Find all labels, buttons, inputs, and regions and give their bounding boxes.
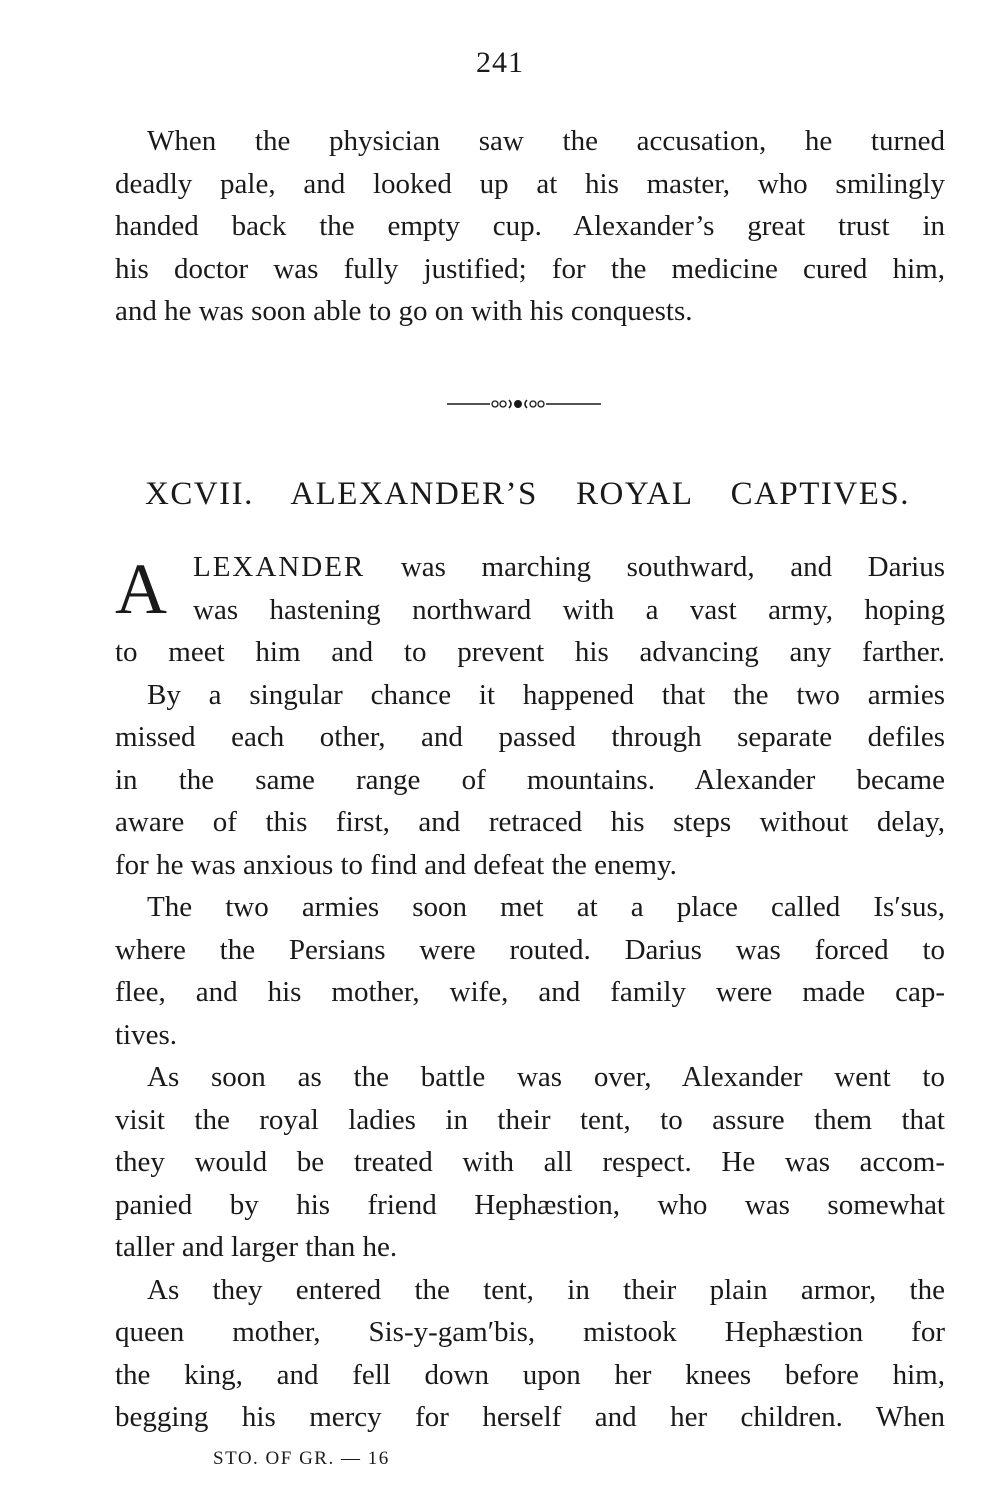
section-ornament xyxy=(445,394,605,414)
text-line: queen mother, Sis-y-gam′bis, mistook Hephæstion for xyxy=(115,1316,945,1348)
text-line: was hastening northward with a vast army, hoping xyxy=(193,593,945,626)
page-number: 241 xyxy=(476,46,524,79)
text-line: to meet him and to prevent his advancing any farther. xyxy=(115,636,945,668)
text-line: taller and larger than he. xyxy=(115,1231,398,1263)
text-line: missed each other, and passed through separate defiles xyxy=(115,721,945,753)
line-rest: was marching southward, and Darius xyxy=(400,551,945,583)
text-line: where the Persians were routed. Darius was forced to xyxy=(115,933,945,966)
text-line: his doctor was fully justified; for the medicine cured him, xyxy=(115,252,945,285)
text-line: and he was soon able to go on with his conquests. xyxy=(115,295,693,327)
text-line: in the same range of mountains. Alexander became xyxy=(115,763,945,796)
lead-word: LEXANDER xyxy=(193,551,366,583)
chapter-body xyxy=(115,546,945,1439)
text-line: deadly pale, and looked up at his master, who smilingly xyxy=(115,167,945,200)
text-line: The two armies soon met at a place called Is′sus, xyxy=(147,891,945,923)
text-line: As they entered the tent, in their plain armor, the xyxy=(147,1273,945,1306)
text-line: handed back the empty cup. Alexander’s great trust in xyxy=(115,210,945,242)
text-line: they would be treated with all respect. He was accom- xyxy=(115,1146,945,1178)
text-line: panied by his friend Hephæstion, who was somewhat xyxy=(115,1188,945,1221)
text-line: By a singular chance it happened that the two armies xyxy=(147,678,945,711)
text-line: visit the royal ladies in their tent, to assure them that xyxy=(115,1103,945,1136)
text-line: As soon as the battle was over, Alexander went to xyxy=(147,1061,945,1093)
drop-cap: A xyxy=(115,549,167,629)
chapter-title: XCVII. ALEXANDER’S ROYAL CAPTIVES. xyxy=(145,476,910,512)
text-line: begging his mercy for herself and her children. When xyxy=(115,1401,945,1433)
paragraph-physician xyxy=(115,120,945,333)
text-line: the king, and fell down upon her knees before him, xyxy=(115,1358,945,1391)
text-line xyxy=(115,546,945,589)
text-line: aware of this first, and retraced his steps without delay, xyxy=(115,806,945,838)
text-line: for he was anxious to find and defeat the enemy. xyxy=(115,848,677,881)
text-line: When the physician saw the accusation, he turned xyxy=(147,125,945,157)
text-line: tives. xyxy=(115,1018,178,1051)
signature-mark: STO. OF GR. — 16 xyxy=(213,1448,390,1469)
text-line: flee, and his mother, wife, and family were made cap- xyxy=(115,976,945,1008)
